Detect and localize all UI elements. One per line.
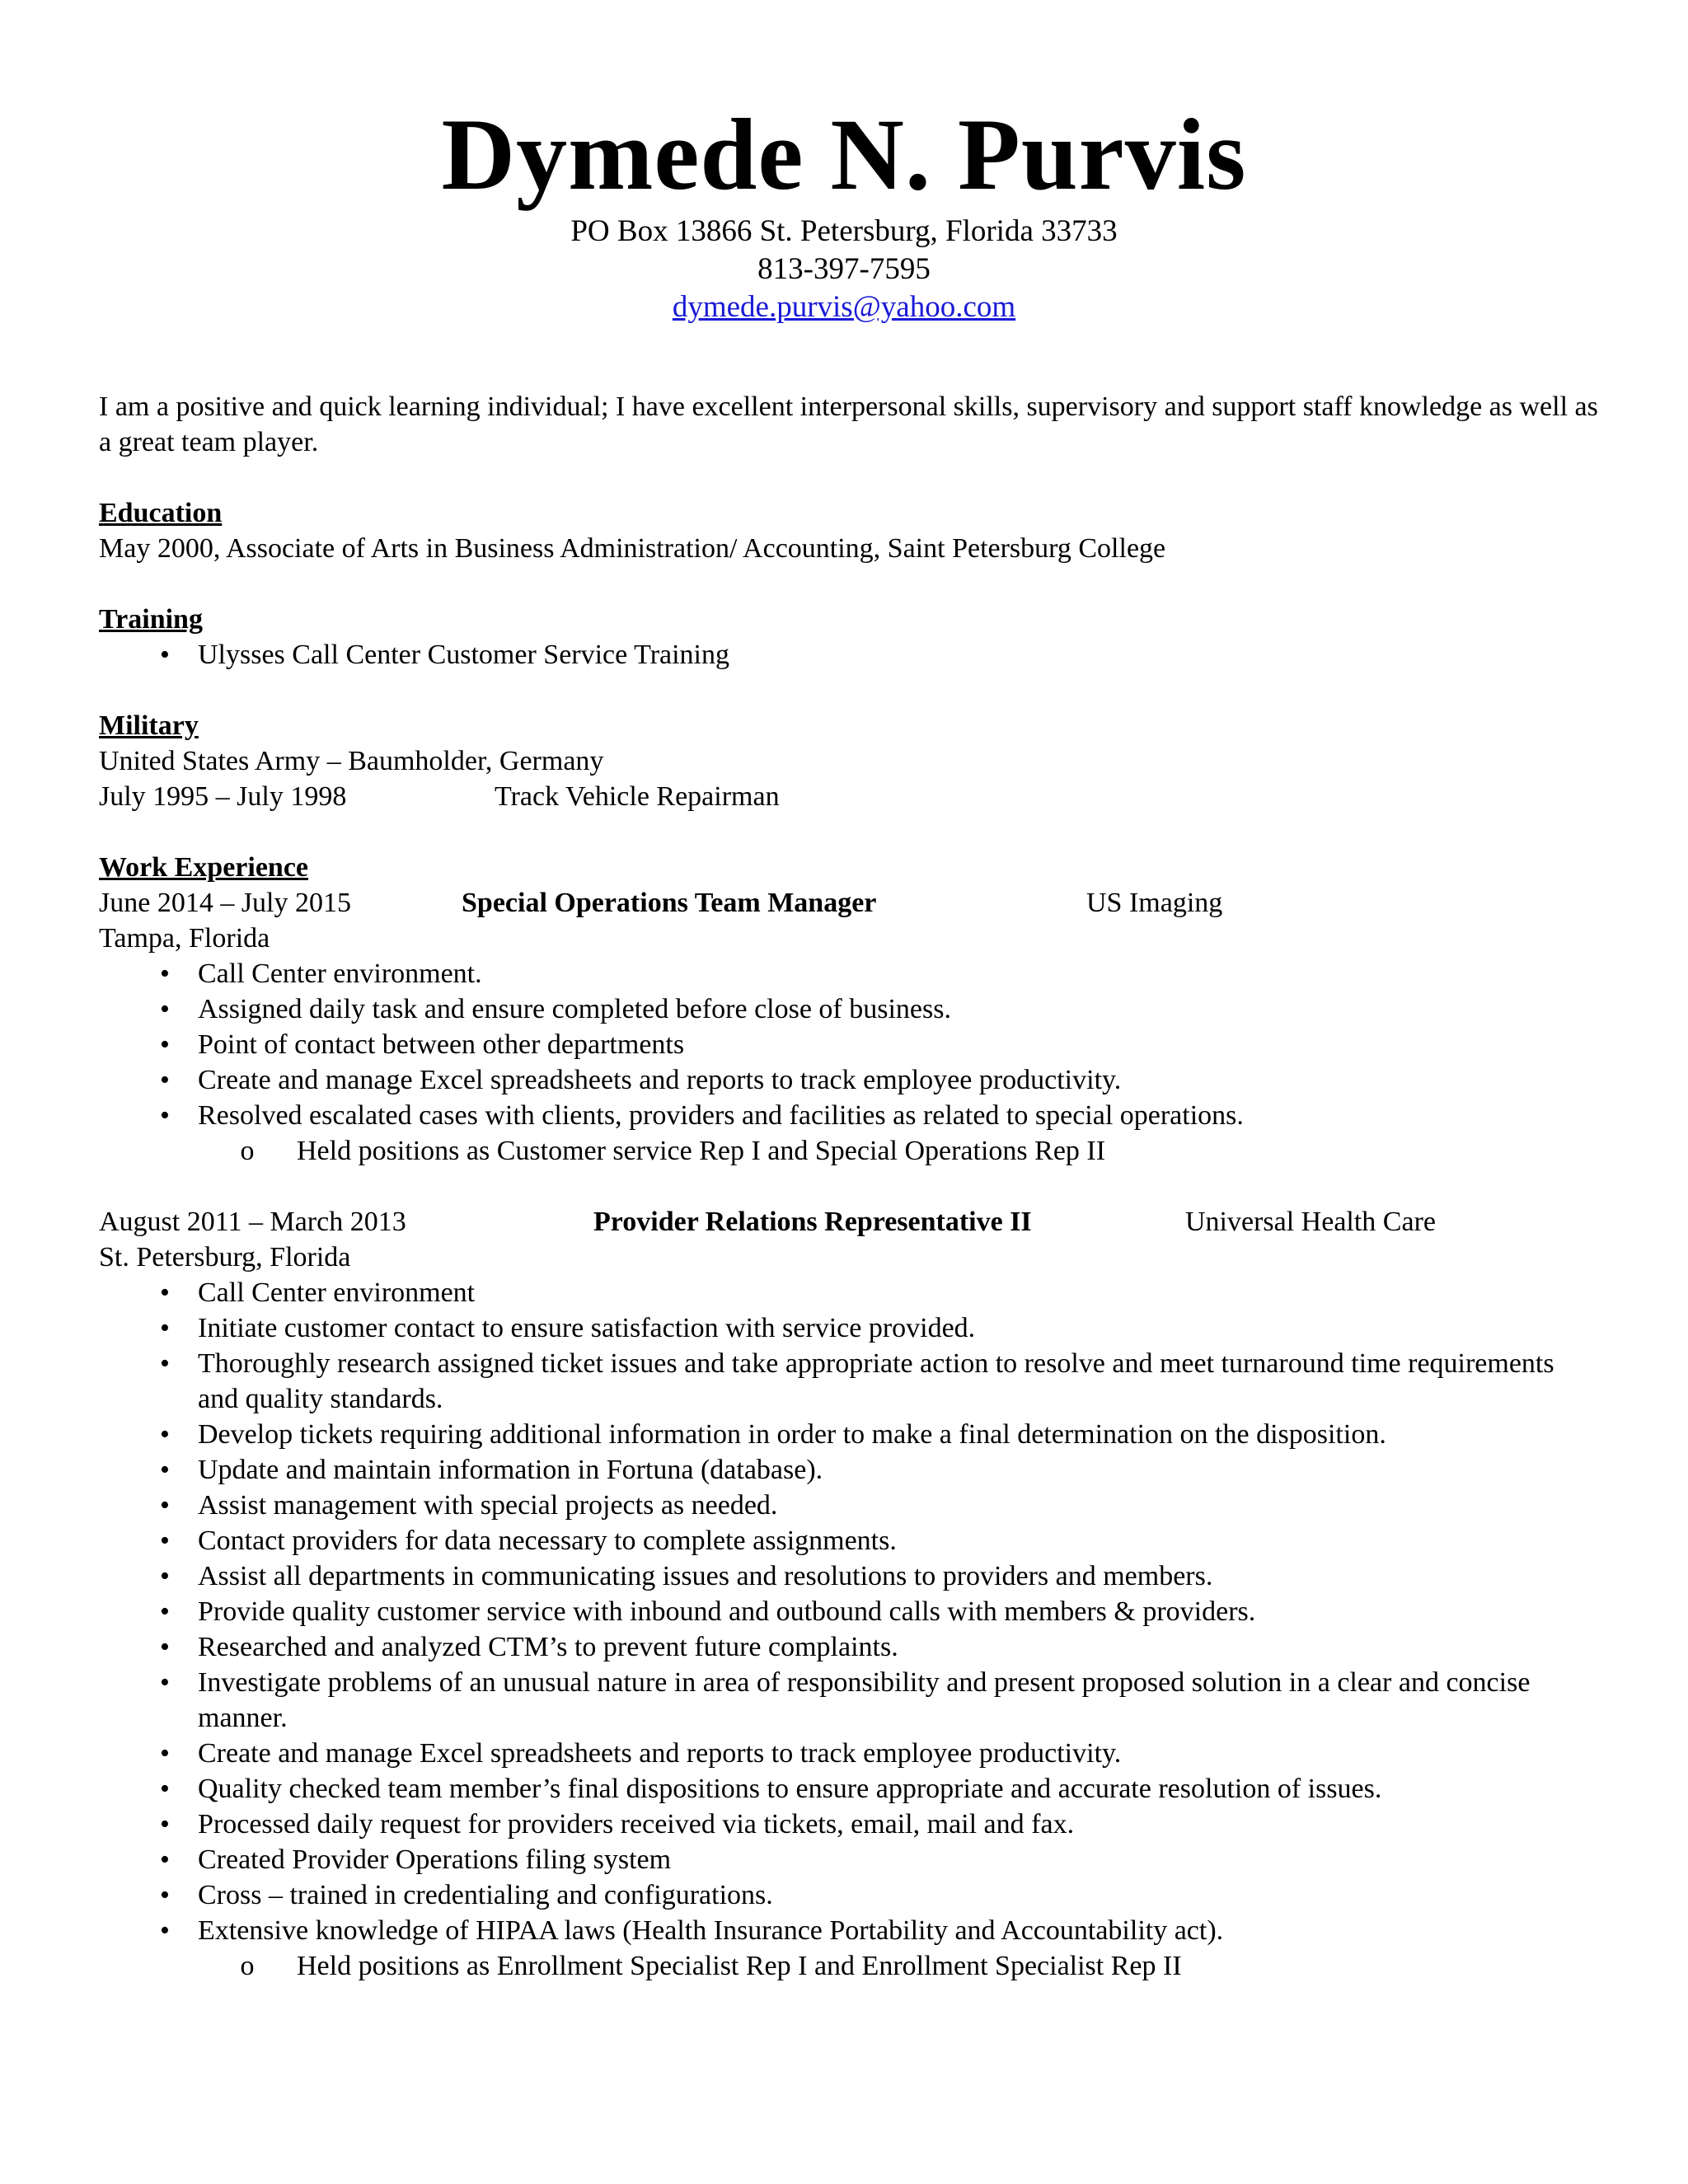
- sub-bullet-icon: o: [240, 1951, 255, 1981]
- training-list: [99, 637, 1599, 673]
- list-item: • Call Center environment: [99, 1275, 1599, 1310]
- job-sub-list: [99, 1133, 1599, 1169]
- bullet-icon: •: [160, 1774, 170, 1804]
- list-item: • Cross – trained in credentialing and configurations.: [99, 1877, 1599, 1913]
- resume-header: [0, 97, 1688, 326]
- job-duties-list: [99, 956, 1599, 1133]
- list-item: • Assist management with special projects as needed.: [99, 1488, 1599, 1523]
- bullet-icon: •: [160, 1809, 170, 1840]
- bullet-icon: •: [160, 640, 170, 670]
- job-dates: August 2011 – March 2013: [99, 1207, 406, 1237]
- phone: 813-397-7595: [757, 252, 931, 286]
- list-item: o Held positions as Enrollment Specialist Rep I and Enrollment Specialist Rep II: [99, 1948, 1599, 1984]
- military-role: Track Vehicle Repairman: [495, 781, 780, 812]
- job-dates: June 2014 – July 2015: [99, 888, 351, 918]
- job-location: Tampa, Florida: [99, 923, 270, 954]
- bullet-icon: •: [160, 1632, 170, 1662]
- list-item: • Provide quality customer service with inbound and outbound calls with members & providers.: [99, 1594, 1599, 1629]
- list-item: • Contact providers for data necessary to complete assignments.: [99, 1523, 1599, 1558]
- bullet-icon: •: [160, 1065, 170, 1095]
- list-item: • Create and manage Excel spreadsheets and reports to track employee productivity.: [99, 1062, 1599, 1098]
- work-heading: Work Experience: [99, 852, 309, 883]
- list-item: • Assist all departments in communicating issues and resolutions to providers and members.: [99, 1558, 1599, 1594]
- job-sub-list: [99, 1948, 1599, 1984]
- military-service-row: [99, 779, 1599, 814]
- bullet-icon: •: [160, 958, 170, 989]
- job-company: Universal Health Care: [1185, 1207, 1436, 1237]
- list-item: • Ulysses Call Center Customer Service Training: [99, 637, 1599, 673]
- job-header-row: [99, 885, 1599, 921]
- list-item: • Point of contact between other departments: [99, 1027, 1599, 1062]
- bullet-icon: •: [160, 1490, 170, 1521]
- candidate-name: Dymede N. Purvis: [441, 98, 1247, 211]
- bullet-icon: •: [160, 1738, 170, 1769]
- bullet-icon: •: [160, 994, 170, 1024]
- bullet-icon: •: [160, 1100, 170, 1131]
- list-item: • Resolved escalated cases with clients, providers and facilities as related to special operations.: [99, 1098, 1599, 1133]
- job-location: St. Petersburg, Florida: [99, 1242, 351, 1272]
- list-item: • Researched and analyzed CTM’s to prevent future complaints.: [99, 1629, 1599, 1665]
- list-item: • Assigned daily task and ensure completed before close of business.: [99, 991, 1599, 1027]
- bullet-icon: •: [160, 1526, 170, 1556]
- training-heading: Training: [99, 604, 203, 635]
- list-item: • Initiate customer contact to ensure satisfaction with service provided.: [99, 1310, 1599, 1346]
- education-entry: May 2000, Associate of Arts in Business Administration/ Accounting, Saint Petersburg College: [99, 533, 1166, 564]
- list-item: • Created Provider Operations filing system: [99, 1842, 1599, 1877]
- bullet-icon: •: [160, 1596, 170, 1627]
- bullet-icon: •: [160, 1844, 170, 1875]
- bullet-icon: •: [160, 1880, 170, 1910]
- list-item: • Create and manage Excel spreadsheets and reports to track employee productivity.: [99, 1736, 1599, 1771]
- list-item: • Call Center environment.: [99, 956, 1599, 991]
- military-heading: Military: [99, 710, 199, 741]
- list-item: o Held positions as Customer service Rep I and Special Operations Rep II: [99, 1133, 1599, 1169]
- bullet-icon: •: [160, 1667, 170, 1698]
- education-heading: Education: [99, 498, 223, 528]
- bullet-icon: •: [160, 1029, 170, 1060]
- address: PO Box 13866 St. Petersburg, Florida 33733: [570, 214, 1118, 248]
- job-header-row: [99, 1204, 1599, 1240]
- summary: I am a positive and quick learning individual; I have excellent interpersonal skills, supervisory and support staff knowledge as well as a great team player.: [99, 391, 1598, 457]
- list-item: • Extensive knowledge of HIPAA laws (Health Insurance Portability and Accountability act).: [99, 1913, 1599, 1948]
- bullet-icon: •: [160, 1915, 170, 1946]
- resume-body: [99, 389, 1599, 1984]
- military-dates: July 1995 – July 1998: [99, 781, 347, 812]
- bullet-icon: •: [160, 1313, 170, 1343]
- bullet-icon: •: [160, 1277, 170, 1308]
- bullet-icon: •: [160, 1348, 170, 1379]
- list-item: • Develop tickets requiring additional information in order to make a final determination on the disposition.: [99, 1417, 1599, 1452]
- list-item: • Quality checked team member’s final dispositions to ensure appropriate and accurate resolution of issues.: [99, 1771, 1599, 1807]
- military-unit: United States Army – Baumholder, Germany: [99, 746, 604, 776]
- list-item: • Investigate problems of an unusual nature in area of responsibility and present proposed solution in a clear and concise manner.: [99, 1665, 1599, 1736]
- sub-bullet-icon: o: [240, 1136, 255, 1166]
- job-title: Special Operations Team Manager: [462, 888, 877, 918]
- job-company: US Imaging: [1086, 888, 1223, 918]
- list-item: • Update and maintain information in Fortuna (database).: [99, 1452, 1599, 1488]
- list-item: • Thoroughly research assigned ticket issues and take appropriate action to resolve and meet turnaround time requirements and quality standards.: [99, 1346, 1599, 1417]
- bullet-icon: •: [160, 1561, 170, 1591]
- list-item: • Processed daily request for providers received via tickets, email, mail and fax.: [99, 1807, 1599, 1842]
- email-link[interactable]: dymede.purvis@yahoo.com: [672, 290, 1016, 324]
- bullet-icon: •: [160, 1419, 170, 1450]
- job-title: Provider Relations Representative II: [593, 1207, 1032, 1237]
- bullet-icon: •: [160, 1455, 170, 1485]
- job-duties-list: [99, 1275, 1599, 1948]
